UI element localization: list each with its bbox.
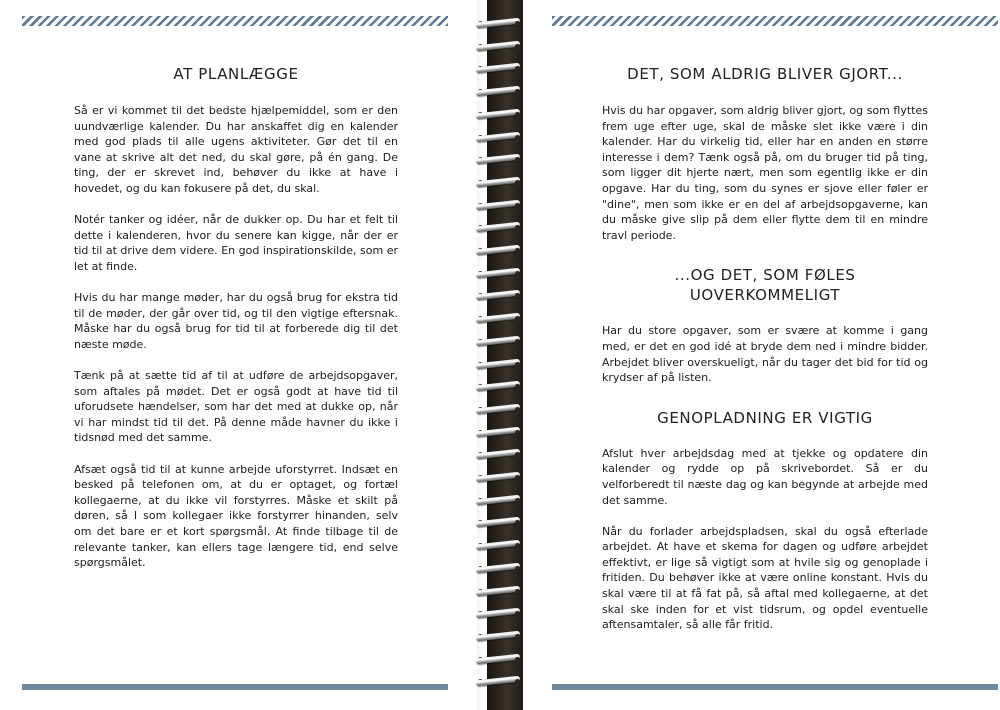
spiral-ring bbox=[476, 177, 524, 189]
punch-hole bbox=[515, 407, 520, 412]
spiral-ring bbox=[476, 154, 524, 166]
punch-hole bbox=[515, 452, 520, 457]
bottom-bar-decoration bbox=[552, 684, 998, 690]
spiral-ring bbox=[476, 586, 524, 598]
punch-hole bbox=[515, 475, 520, 480]
ring-wire bbox=[476, 472, 520, 483]
spiral-ring bbox=[476, 132, 524, 144]
punch-hole bbox=[515, 362, 520, 367]
ring-wire bbox=[476, 131, 520, 142]
punch-hole bbox=[515, 339, 520, 344]
ring-wire bbox=[476, 426, 520, 437]
ring-wire bbox=[476, 676, 520, 687]
spiral-ring bbox=[476, 495, 524, 507]
punch-hole bbox=[515, 66, 520, 71]
left-page-content bbox=[74, 62, 398, 586]
punch-hole bbox=[515, 248, 520, 253]
punch-hole bbox=[515, 634, 520, 639]
spiral-ring bbox=[476, 631, 524, 643]
punch-hole bbox=[515, 611, 520, 616]
spiral-ring bbox=[476, 359, 524, 371]
heading-genopladning-er-vigtig: GENOPLADNING ER VIGTIG bbox=[657, 408, 873, 427]
punch-hole bbox=[515, 543, 520, 548]
heading-det-som-aldrig-bliver-gjort: DET, SOM ALDRIG BLIVER GJORT... bbox=[627, 65, 903, 83]
ring-wire bbox=[476, 404, 520, 415]
ring-wire bbox=[476, 40, 520, 51]
ring-wire bbox=[476, 608, 520, 619]
ring-wire bbox=[476, 267, 520, 278]
heading-at-planlaegge: AT PLANLÆGGE bbox=[173, 65, 299, 83]
punch-hole bbox=[515, 566, 520, 571]
ring-wire bbox=[476, 245, 520, 256]
punch-hole bbox=[515, 203, 520, 208]
ring-wire bbox=[476, 563, 520, 574]
punch-hole bbox=[515, 520, 520, 525]
spiral-binding bbox=[487, 0, 523, 710]
ring-wire bbox=[476, 540, 520, 551]
ring-wire bbox=[476, 517, 520, 528]
spiral-ring bbox=[476, 427, 524, 439]
paragraph: Afslut hver arbejdsdag med at tjekke og opdatere din kalender og rydde op på skrivebordet. Så er du velforberedt til næste dag og kan begynde at arbejde med det samme. bbox=[602, 446, 928, 507]
top-stripe-decoration bbox=[22, 16, 448, 26]
paragraph: Har du store opgaver, som er svære at komme i gang med, er det en god idé at bryde dem ned i mindre bidder. Arbejdet bliver overskueligt, når du tager det bid for tid og krydser af på listen. bbox=[602, 324, 928, 385]
paragraph: Så er vi kommet til det bedste hjælpemiddel, som er den uundværlige kalender. Du har anskaffet dig en kalender med god plads til alle ugens aktiviteter. Gør det til en vane at skrive alt det ned, du skal gøre, på én gang. De ting, der er skrevet ind, behøver du ikke at have i hovedet, og du kan fokusere på det, du skal. bbox=[74, 104, 398, 195]
spiral-ring bbox=[476, 404, 524, 416]
spiral-ring bbox=[476, 222, 524, 234]
punch-hole bbox=[515, 316, 520, 321]
ring-wire bbox=[476, 177, 520, 188]
punch-hole bbox=[515, 384, 520, 389]
spiral-ring bbox=[476, 86, 524, 98]
spiral-ring bbox=[476, 563, 524, 575]
ring-wire bbox=[476, 631, 520, 642]
punch-hole bbox=[515, 157, 520, 162]
punch-hole bbox=[515, 135, 520, 140]
ring-wire bbox=[476, 449, 520, 460]
paragraph: Afsæt også tid til at kunne arbejde uforstyrret. Indsæt en besked på telefonen om, at du er optaget, og fortæl kollegaerne, at du ikke vil forstyrres. Måske et skilt på døren, så I som kollegaer ikke forstyrrer hinanden, selv om det bare er et kort spørgsmål. At finde tilbage til de relevante tanker, kan ellers tage længere tid, end selve spørgsmålet. bbox=[74, 462, 398, 570]
punch-hole bbox=[515, 21, 520, 26]
ring-wire bbox=[476, 199, 520, 210]
spiral-ring bbox=[476, 200, 524, 212]
punch-hole bbox=[515, 498, 520, 503]
ring-wire bbox=[476, 154, 520, 165]
ring-wire bbox=[476, 290, 520, 301]
paragraph: Hvis du har mange møder, har du også brug for ekstra tid til de møder, der går over tid, og til den vigtige eftersnak. Måske har du også brug for tid til at forberede dig til det næste møde. bbox=[74, 291, 398, 351]
spiral-ring bbox=[476, 268, 524, 280]
ring-wire bbox=[476, 18, 520, 29]
punch-hole bbox=[515, 589, 520, 594]
spiral-ring bbox=[476, 676, 524, 688]
heading-og-det-som-foeles-uoverkommeligt: ...OG DET, SOM FØLES UOVERKOMMELIGT bbox=[674, 266, 856, 305]
spiral-ring bbox=[476, 381, 524, 393]
spiral-ring bbox=[476, 540, 524, 552]
top-stripe-decoration bbox=[552, 16, 998, 26]
ring-wire bbox=[476, 222, 520, 233]
spiral-ring bbox=[476, 109, 524, 121]
punch-hole bbox=[515, 679, 520, 684]
punch-hole bbox=[515, 44, 520, 49]
spiral-ring bbox=[476, 18, 524, 30]
spiral-ring bbox=[476, 63, 524, 75]
ring-wire bbox=[476, 585, 520, 596]
right-page-content bbox=[602, 62, 928, 648]
paragraph: Notér tanker og idéer, når de dukker op. Du har et felt til dette i kalenderen, hvor du senere kan kigge, når der er tid til at drive dem videre. En god inspirationskilde, som er let at finde. bbox=[74, 213, 398, 273]
ring-wire bbox=[476, 313, 520, 324]
spiral-ring bbox=[476, 41, 524, 53]
ring-wire bbox=[476, 494, 520, 505]
paragraph: Hvis du har opgaver, som aldrig bliver gjort, og som flyttes frem uge efter uge, skal de måske slet ikke være i din kalender. Har du virkelig tid, eller har en anden en større interesse i dem? Tænk også på, om du bruger tid på ting, som ligger dit hjerte nært, men som egentlig ikke er din opgave. Har du ting, som du synes er sjove eller føler er "dine", men som ikke er en del af arbejdsopgaverne, kan du måske give slip på dem eller flytte dem til en mindre travl periode. bbox=[602, 104, 928, 242]
bottom-bar-decoration bbox=[22, 684, 448, 690]
spiral-ring bbox=[476, 313, 524, 325]
spiral-ring bbox=[476, 654, 524, 666]
paragraph: Når du forlader arbejdspladsen, skal du også efterlade arbejdet. At have et skema for dagen og udføre arbejdet effektivt, er lige så vigtigt som at hvile sig og genoplade i fritiden. Du behøver ikke at være online konstant. Hvis du skal være til at få fat på, så aftal med kollegaerne, at det skal ske inden for et vist tidsrum, og opdel eventuelle aftensamtaler, så alle får fritid. bbox=[602, 524, 928, 632]
spiral-ring bbox=[476, 449, 524, 461]
spiral-ring bbox=[476, 472, 524, 484]
punch-hole bbox=[515, 657, 520, 662]
spiral-ring bbox=[476, 517, 524, 529]
ring-wire bbox=[476, 381, 520, 392]
ring-wire bbox=[476, 63, 520, 74]
spiral-ring bbox=[476, 608, 524, 620]
spiral-ring bbox=[476, 245, 524, 257]
left-page bbox=[0, 0, 470, 710]
ring-wire bbox=[476, 109, 520, 120]
ring-wire bbox=[476, 86, 520, 97]
paragraph: Tænk på at sætte tid af til at udføre de arbejdsopgaver, som aftales på mødet. Det er også godt at have tid til uforudsete hændelser, som har det med at dukke op, når vi har mindst tid til det. På denne måde havner du ikke i tidsnød med det samme. bbox=[74, 369, 398, 445]
punch-hole bbox=[515, 180, 520, 185]
punch-hole bbox=[515, 271, 520, 276]
spiral-ring bbox=[476, 290, 524, 302]
ring-wire bbox=[476, 358, 520, 369]
ring-wire bbox=[476, 653, 520, 664]
punch-hole bbox=[515, 112, 520, 117]
punch-hole bbox=[515, 89, 520, 94]
punch-hole bbox=[515, 430, 520, 435]
spiral-ring bbox=[476, 336, 524, 348]
punch-hole bbox=[515, 225, 520, 230]
ring-wire bbox=[476, 336, 520, 347]
punch-hole bbox=[515, 293, 520, 298]
right-page bbox=[530, 0, 1000, 710]
